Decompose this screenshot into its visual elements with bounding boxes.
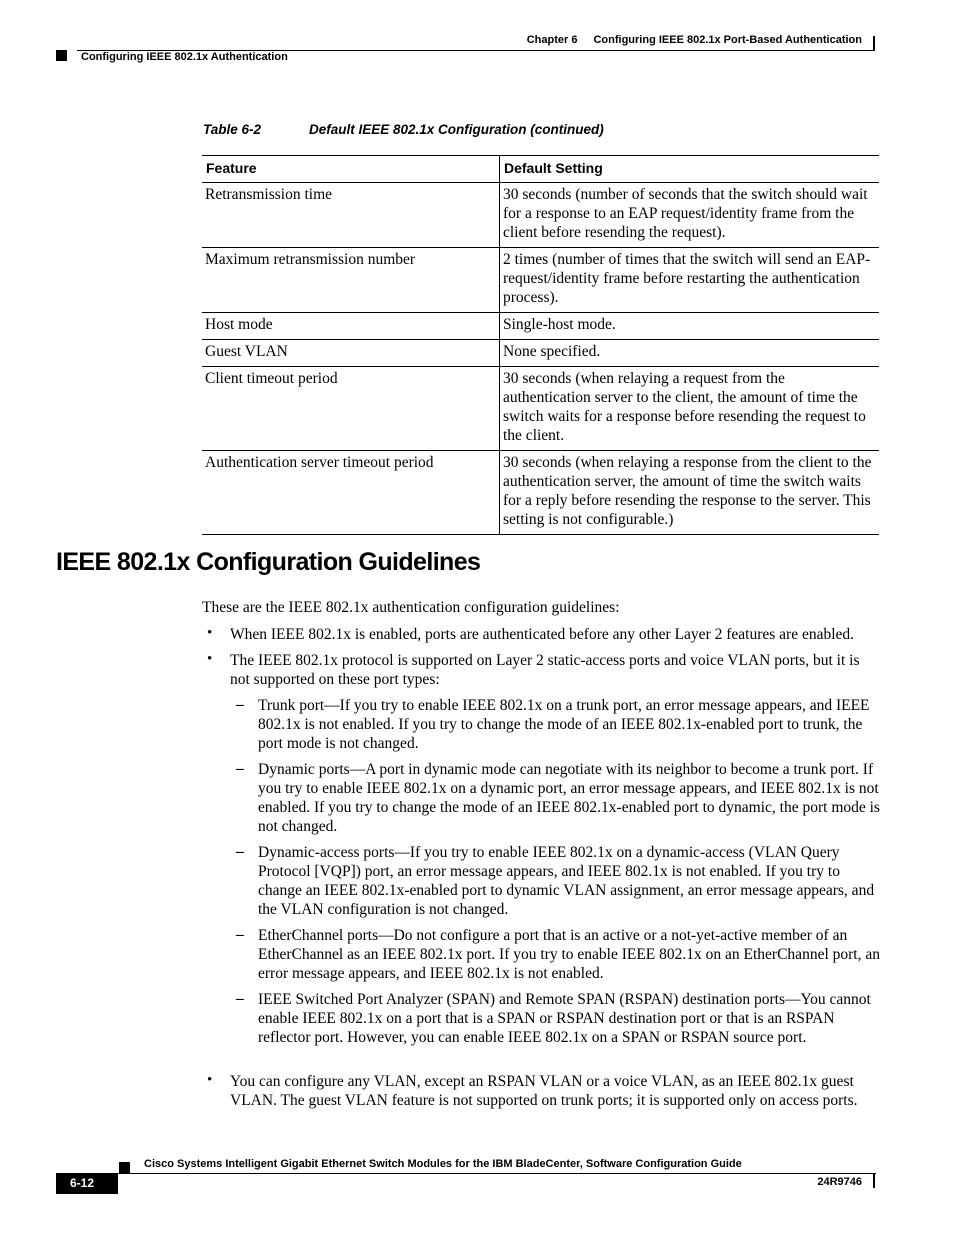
- dash-symbol: –: [236, 926, 244, 943]
- bullet-symbol: •: [207, 651, 213, 667]
- setting-cell: Single-host mode.: [500, 313, 880, 340]
- running-header-section: Configuring IEEE 802.1x Authentication: [81, 51, 288, 63]
- table-row: [202, 451, 879, 535]
- doc-number: 24R9746: [817, 1176, 862, 1188]
- table-number: Table 6-2: [203, 122, 262, 137]
- chapter-number: Chapter 6: [526, 34, 578, 46]
- footer-book-title: Cisco Systems Intelligent Gigabit Ethernet Switch Modules for the IBM BladeCenter, Software Configuration Guide: [144, 1158, 742, 1170]
- header-marker: [56, 50, 67, 61]
- table-row: [202, 183, 879, 248]
- chapter-title: Configuring IEEE 802.1x Port-Based Authentication: [593, 34, 862, 46]
- column-header-default-setting: Default Setting: [500, 156, 880, 183]
- feature-cell: Authentication server timeout period: [202, 451, 500, 535]
- footer-rule-bar: [873, 1174, 875, 1188]
- dash-symbol: –: [236, 696, 244, 713]
- footer-rule: [56, 1173, 876, 1174]
- running-header-chapter: [527, 34, 862, 46]
- header-rule-bar: [873, 36, 875, 50]
- setting-cell: None specified.: [500, 340, 880, 367]
- bullet-symbol: •: [207, 625, 213, 641]
- default-config-table: [202, 155, 879, 535]
- dash-symbol: –: [236, 760, 244, 777]
- bullet-item: The IEEE 802.1x protocol is supported on Layer 2 static-access ports and voice VLAN ports, but it is not supported on these port types:: [230, 652, 860, 688]
- feature-cell: Maximum retransmission number: [202, 248, 500, 313]
- table-caption: [203, 122, 604, 137]
- setting-cell: 30 seconds (number of seconds that the switch should wait for a response to an EAP request/identity frame from the client before resending the request).: [500, 183, 880, 248]
- setting-cell: 30 seconds (when relaying a request from the authentication server to the client, the amount of time the switch waits for a response before resending the request to the client.: [500, 367, 880, 451]
- bullet-item: When IEEE 802.1x is enabled, ports are authenticated before any other Layer 2 features are enabled.: [230, 626, 855, 643]
- feature-cell: Host mode: [202, 313, 500, 340]
- setting-cell: 2 times (number of times that the switch will send an EAP-request/identity frame before restarting the authentication process).: [500, 248, 880, 313]
- port-type-item-dynamic-access: Dynamic-access ports—If you try to enable IEEE 802.1x on a dynamic-access (VLAN Query Protocol [VQP]) port, an error message appears, and IEEE 802.1x is not enabled. If you try to change an IEEE 802.1x-enabled port to dynamic VLAN assignment, an error message appears, and the VLAN configuration is not changed.: [258, 844, 875, 918]
- table-header-row: [202, 156, 879, 183]
- port-type-item-dynamic: Dynamic ports—A port in dynamic mode can negotiate with its neighbor to become a trunk port. If you try to enable IEEE 802.1x on a dynamic port, an error message appears, and IEEE 802.1x is not enabled. If you try to change the mode of an IEEE 802.1x-enabled port to dynamic, the port mode is not changed.: [258, 761, 880, 835]
- feature-cell: Retransmission time: [202, 183, 500, 248]
- footer-marker: [119, 1162, 130, 1173]
- column-header-feature: Feature: [202, 156, 500, 183]
- dash-symbol: –: [236, 990, 244, 1007]
- page-number: 6-12: [70, 1176, 95, 1190]
- table-row: [202, 248, 879, 313]
- port-type-item-etherchannel: EtherChannel ports—Do not configure a port that is an active or a not-yet-active member of an EtherChannel as an IEEE 802.1x port. If you try to enable IEEE 802.1x on an EtherChannel port, an error message appears, and IEEE 802.1x is not enabled.: [258, 927, 880, 982]
- intro-paragraph: These are the IEEE 802.1x authentication configuration guidelines:: [202, 599, 620, 616]
- feature-cell: Client timeout period: [202, 367, 500, 451]
- feature-cell: Guest VLAN: [202, 340, 500, 367]
- table-row: [202, 367, 879, 451]
- section-heading: IEEE 802.1x Configuration Guidelines: [56, 548, 481, 576]
- table-row: [202, 340, 879, 367]
- bullet-symbol: •: [207, 1072, 213, 1088]
- port-type-item-trunk: Trunk port—If you try to enable IEEE 802.1x on a trunk port, an error message appears, and IEEE 802.1x is not enabled. If you try to change the mode of an IEEE 802.1x-enabled port to trunk, the port mode is not changed.: [258, 697, 870, 752]
- table-row: [202, 313, 879, 340]
- port-type-item-span: IEEE Switched Port Analyzer (SPAN) and Remote SPAN (RSPAN) destination ports—You cannot enable IEEE 802.1x on a port that is a SPAN or RSPAN destination port or that is an RSPAN reflector port. However, you can enable IEEE 802.1x on a SPAN or RSPAN source port.: [258, 991, 871, 1046]
- setting-cell: 30 seconds (when relaying a response from the client to the authentication server, the amount of time the switch waits for a reply before resending the response to the server. This setting is not configurable.): [500, 451, 880, 535]
- dash-symbol: –: [236, 843, 244, 860]
- table-title: Default IEEE 802.1x Configuration (continued): [309, 122, 604, 137]
- bullet-item: You can configure any VLAN, except an RSPAN VLAN or a voice VLAN, as an IEEE 802.1x guest VLAN. The guest VLAN feature is not supported on trunk ports; it is supported only on access ports.: [230, 1073, 858, 1109]
